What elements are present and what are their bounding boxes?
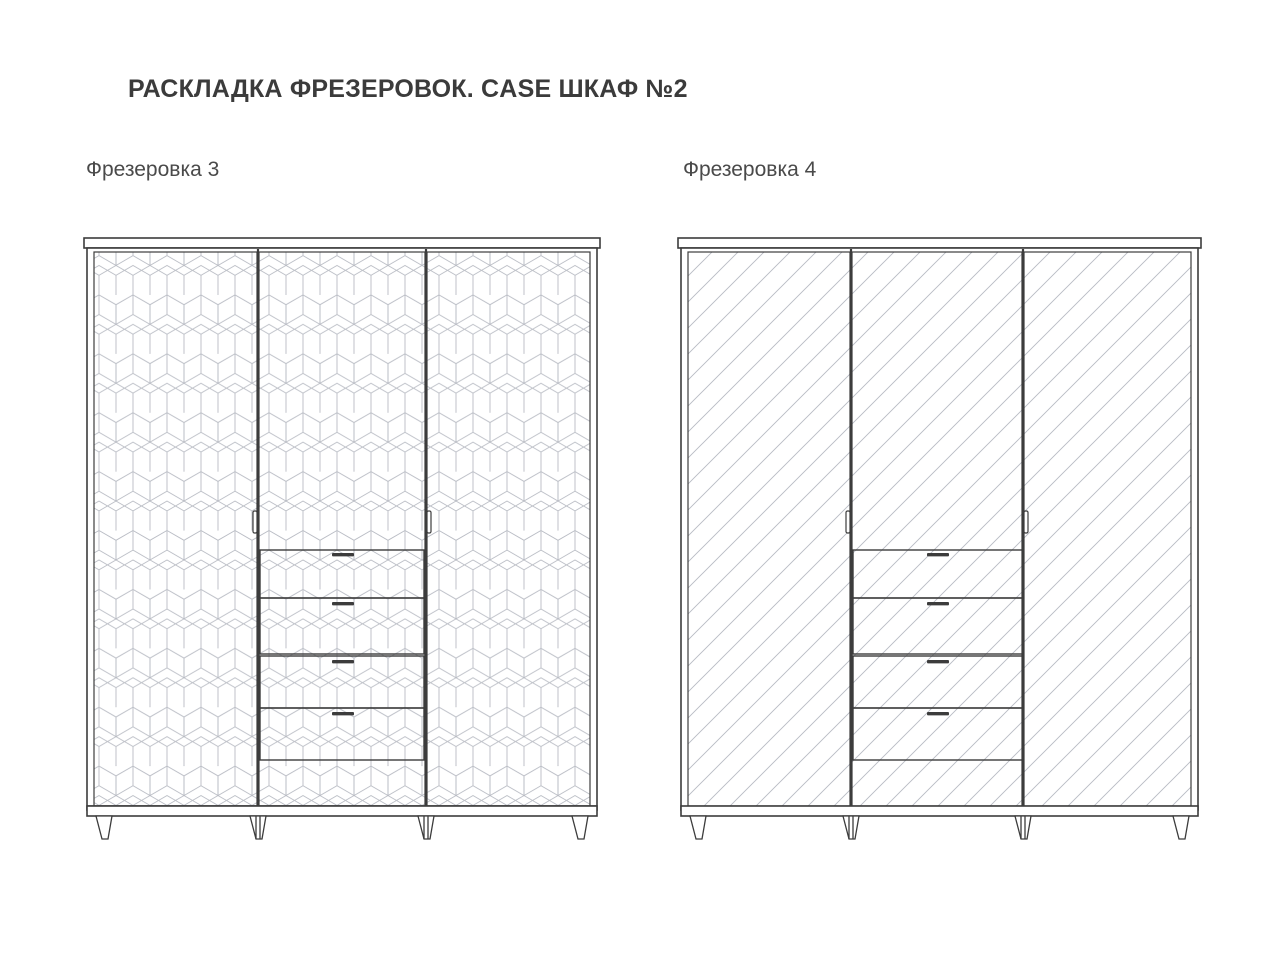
wardrobe-drawing-frezerovka-3 [82,236,602,841]
page-title: РАСКЛАДКА ФРЕЗЕРОВОК. CASE ШКАФ №2 [128,75,688,103]
wardrobe-drawing-frezerovka-4 [676,236,1203,841]
panel-label-frezerovka-4: Фрезеровка 4 [683,158,817,181]
panel-label-frezerovka-3: Фрезеровка 3 [86,158,220,181]
